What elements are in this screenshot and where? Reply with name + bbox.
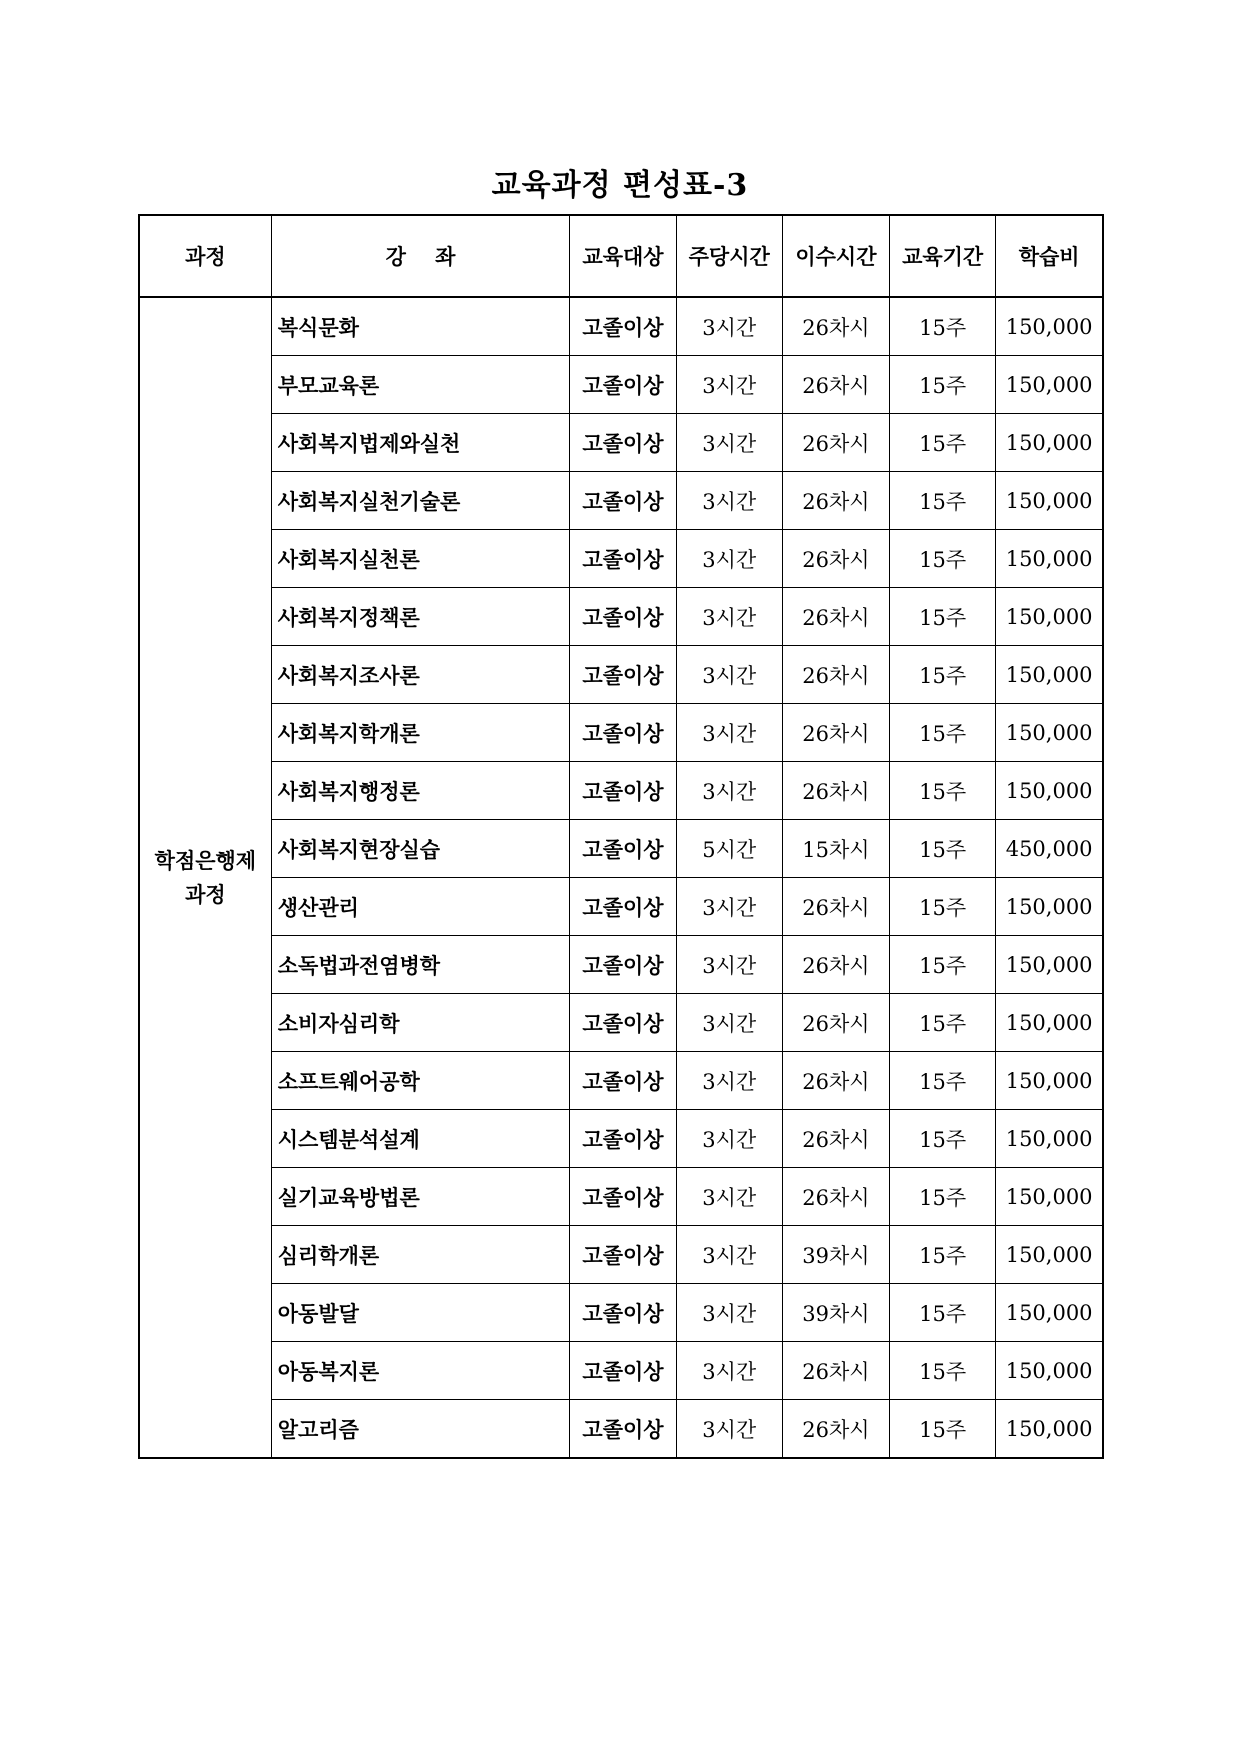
course-name: 사회복지법제와실천 bbox=[271, 414, 570, 472]
weekly-hours-cell: 3시간 bbox=[676, 762, 782, 820]
completion-hours-cell: 26차시 bbox=[782, 297, 889, 356]
table-row bbox=[139, 414, 1103, 472]
weekly-hours-cell: 3시간 bbox=[676, 1342, 782, 1400]
course-name: 사회복지조사론 bbox=[271, 646, 570, 704]
weekly-hours-cell: 3시간 bbox=[676, 530, 782, 588]
target-cell: 고졸이상 bbox=[570, 704, 676, 762]
completion-hours-cell: 26차시 bbox=[782, 1052, 889, 1110]
course-name: 부모교육론 bbox=[271, 356, 570, 414]
target-cell: 고졸이상 bbox=[570, 356, 676, 414]
target-cell: 고졸이상 bbox=[570, 646, 676, 704]
course-name: 사회복지실천론 bbox=[271, 530, 570, 588]
completion-hours-cell: 39차시 bbox=[782, 1226, 889, 1284]
duration-cell: 15주 bbox=[890, 297, 996, 356]
tuition-cell: 150,000 bbox=[996, 936, 1103, 994]
duration-cell: 15주 bbox=[890, 1168, 996, 1226]
weekly-hours-cell: 3시간 bbox=[676, 297, 782, 356]
curriculum-table bbox=[138, 214, 1104, 1459]
completion-hours-cell: 26차시 bbox=[782, 936, 889, 994]
course-name: 복식문화 bbox=[271, 297, 570, 356]
tuition-cell: 150,000 bbox=[996, 1052, 1103, 1110]
table-row bbox=[139, 1052, 1103, 1110]
weekly-hours-cell: 3시간 bbox=[676, 1226, 782, 1284]
weekly-hours-cell: 3시간 bbox=[676, 936, 782, 994]
course-name: 알고리즘 bbox=[271, 1400, 570, 1459]
weekly-hours-cell: 3시간 bbox=[676, 1052, 782, 1110]
duration-cell: 15주 bbox=[890, 1400, 996, 1459]
header-duration: 교육기간 bbox=[890, 215, 996, 297]
completion-hours-cell: 26차시 bbox=[782, 1168, 889, 1226]
course-name: 사회복지현장실습 bbox=[271, 820, 570, 878]
header-tuition: 학습비 bbox=[996, 215, 1103, 297]
duration-cell: 15주 bbox=[890, 762, 996, 820]
program-name-cell bbox=[139, 297, 271, 1458]
tuition-cell: 150,000 bbox=[996, 1110, 1103, 1168]
weekly-hours-cell: 3시간 bbox=[676, 414, 782, 472]
duration-cell: 15주 bbox=[890, 878, 996, 936]
duration-cell: 15주 bbox=[890, 1342, 996, 1400]
tuition-cell: 150,000 bbox=[996, 1168, 1103, 1226]
course-name: 사회복지정책론 bbox=[271, 588, 570, 646]
duration-cell: 15주 bbox=[890, 472, 996, 530]
course-name: 심리학개론 bbox=[271, 1226, 570, 1284]
duration-cell: 15주 bbox=[890, 936, 996, 994]
table-row bbox=[139, 704, 1103, 762]
target-cell: 고졸이상 bbox=[570, 994, 676, 1052]
weekly-hours-cell: 3시간 bbox=[676, 1110, 782, 1168]
course-name: 소프트웨어공학 bbox=[271, 1052, 570, 1110]
table-row bbox=[139, 878, 1103, 936]
completion-hours-cell: 26차시 bbox=[782, 762, 889, 820]
completion-hours-cell: 26차시 bbox=[782, 414, 889, 472]
course-name: 실기교육방법론 bbox=[271, 1168, 570, 1226]
duration-cell: 15주 bbox=[890, 588, 996, 646]
tuition-cell: 150,000 bbox=[996, 1284, 1103, 1342]
target-cell: 고졸이상 bbox=[570, 1052, 676, 1110]
duration-cell: 15주 bbox=[890, 1226, 996, 1284]
table-row bbox=[139, 356, 1103, 414]
weekly-hours-cell: 3시간 bbox=[676, 1284, 782, 1342]
weekly-hours-cell: 3시간 bbox=[676, 472, 782, 530]
program-name-line2: 과정 bbox=[185, 881, 226, 907]
table-row bbox=[139, 1400, 1103, 1459]
target-cell: 고졸이상 bbox=[570, 1110, 676, 1168]
course-name: 사회복지실천기술론 bbox=[271, 472, 570, 530]
tuition-cell: 450,000 bbox=[996, 820, 1103, 878]
completion-hours-cell: 26차시 bbox=[782, 472, 889, 530]
target-cell: 고졸이상 bbox=[570, 472, 676, 530]
duration-cell: 15주 bbox=[890, 704, 996, 762]
tuition-cell: 150,000 bbox=[996, 878, 1103, 936]
target-cell: 고졸이상 bbox=[570, 1284, 676, 1342]
table-row bbox=[139, 936, 1103, 994]
duration-cell: 15주 bbox=[890, 1284, 996, 1342]
target-cell: 고졸이상 bbox=[570, 530, 676, 588]
target-cell: 고졸이상 bbox=[570, 762, 676, 820]
target-cell: 고졸이상 bbox=[570, 820, 676, 878]
weekly-hours-cell: 3시간 bbox=[676, 1400, 782, 1459]
tuition-cell: 150,000 bbox=[996, 356, 1103, 414]
course-name: 아동발달 bbox=[271, 1284, 570, 1342]
target-cell: 고졸이상 bbox=[570, 588, 676, 646]
duration-cell: 15주 bbox=[890, 646, 996, 704]
completion-hours-cell: 26차시 bbox=[782, 704, 889, 762]
target-cell: 고졸이상 bbox=[570, 1342, 676, 1400]
table-row bbox=[139, 994, 1103, 1052]
target-cell: 고졸이상 bbox=[570, 414, 676, 472]
target-cell: 고졸이상 bbox=[570, 1168, 676, 1226]
course-name: 아동복지론 bbox=[271, 1342, 570, 1400]
header-completion-hours: 이수시간 bbox=[782, 215, 889, 297]
tuition-cell: 150,000 bbox=[996, 414, 1103, 472]
course-name: 소비자심리학 bbox=[271, 994, 570, 1052]
completion-hours-cell: 26차시 bbox=[782, 1342, 889, 1400]
weekly-hours-cell: 3시간 bbox=[676, 588, 782, 646]
duration-cell: 15주 bbox=[890, 1110, 996, 1168]
tuition-cell: 150,000 bbox=[996, 472, 1103, 530]
table-row bbox=[139, 762, 1103, 820]
table-row bbox=[139, 1226, 1103, 1284]
duration-cell: 15주 bbox=[890, 1052, 996, 1110]
tuition-cell: 150,000 bbox=[996, 704, 1103, 762]
table-row bbox=[139, 646, 1103, 704]
table-row bbox=[139, 530, 1103, 588]
course-name: 시스템분석설계 bbox=[271, 1110, 570, 1168]
completion-hours-cell: 26차시 bbox=[782, 588, 889, 646]
target-cell: 고졸이상 bbox=[570, 878, 676, 936]
course-name: 사회복지행정론 bbox=[271, 762, 570, 820]
weekly-hours-cell: 3시간 bbox=[676, 704, 782, 762]
target-cell: 고졸이상 bbox=[570, 1400, 676, 1459]
tuition-cell: 150,000 bbox=[996, 297, 1103, 356]
completion-hours-cell: 39차시 bbox=[782, 1284, 889, 1342]
completion-hours-cell: 26차시 bbox=[782, 530, 889, 588]
tuition-cell: 150,000 bbox=[996, 762, 1103, 820]
table-row bbox=[139, 1342, 1103, 1400]
tuition-cell: 150,000 bbox=[996, 1342, 1103, 1400]
completion-hours-cell: 26차시 bbox=[782, 994, 889, 1052]
completion-hours-cell: 26차시 bbox=[782, 646, 889, 704]
header-weekly-hours: 주당시간 bbox=[676, 215, 782, 297]
target-cell: 고졸이상 bbox=[570, 936, 676, 994]
table-row bbox=[139, 472, 1103, 530]
completion-hours-cell: 26차시 bbox=[782, 1110, 889, 1168]
completion-hours-cell: 26차시 bbox=[782, 878, 889, 936]
weekly-hours-cell: 3시간 bbox=[676, 994, 782, 1052]
course-name: 사회복지학개론 bbox=[271, 704, 570, 762]
completion-hours-cell: 26차시 bbox=[782, 1400, 889, 1459]
table-row bbox=[139, 297, 1103, 356]
target-cell: 고졸이상 bbox=[570, 297, 676, 356]
table-body bbox=[139, 297, 1103, 1458]
weekly-hours-cell: 3시간 bbox=[676, 646, 782, 704]
table-row bbox=[139, 588, 1103, 646]
tuition-cell: 150,000 bbox=[996, 646, 1103, 704]
table-row bbox=[139, 820, 1103, 878]
tuition-cell: 150,000 bbox=[996, 994, 1103, 1052]
duration-cell: 15주 bbox=[890, 530, 996, 588]
weekly-hours-cell: 3시간 bbox=[676, 1168, 782, 1226]
weekly-hours-cell: 3시간 bbox=[676, 878, 782, 936]
tuition-cell: 150,000 bbox=[996, 1226, 1103, 1284]
table-row bbox=[139, 1284, 1103, 1342]
weekly-hours-cell: 3시간 bbox=[676, 356, 782, 414]
completion-hours-cell: 15차시 bbox=[782, 820, 889, 878]
table-row bbox=[139, 1110, 1103, 1168]
duration-cell: 15주 bbox=[890, 994, 996, 1052]
header-program: 과정 bbox=[139, 215, 271, 297]
tuition-cell: 150,000 bbox=[996, 530, 1103, 588]
completion-hours-cell: 26차시 bbox=[782, 356, 889, 414]
duration-cell: 15주 bbox=[890, 414, 996, 472]
target-cell: 고졸이상 bbox=[570, 1226, 676, 1284]
course-name: 생산관리 bbox=[271, 878, 570, 936]
tuition-cell: 150,000 bbox=[996, 588, 1103, 646]
table-row bbox=[139, 1168, 1103, 1226]
header-course: 강 좌 bbox=[271, 215, 570, 297]
table-header-row bbox=[139, 215, 1103, 297]
tuition-cell: 150,000 bbox=[996, 1400, 1103, 1459]
course-name: 소독법과전염병학 bbox=[271, 936, 570, 994]
duration-cell: 15주 bbox=[890, 820, 996, 878]
weekly-hours-cell: 5시간 bbox=[676, 820, 782, 878]
header-target: 교육대상 bbox=[570, 215, 676, 297]
page-title: 교육과정 편성표-3 bbox=[491, 168, 749, 203]
duration-cell: 15주 bbox=[890, 356, 996, 414]
program-name-line1: 학점은행제 bbox=[154, 847, 257, 873]
